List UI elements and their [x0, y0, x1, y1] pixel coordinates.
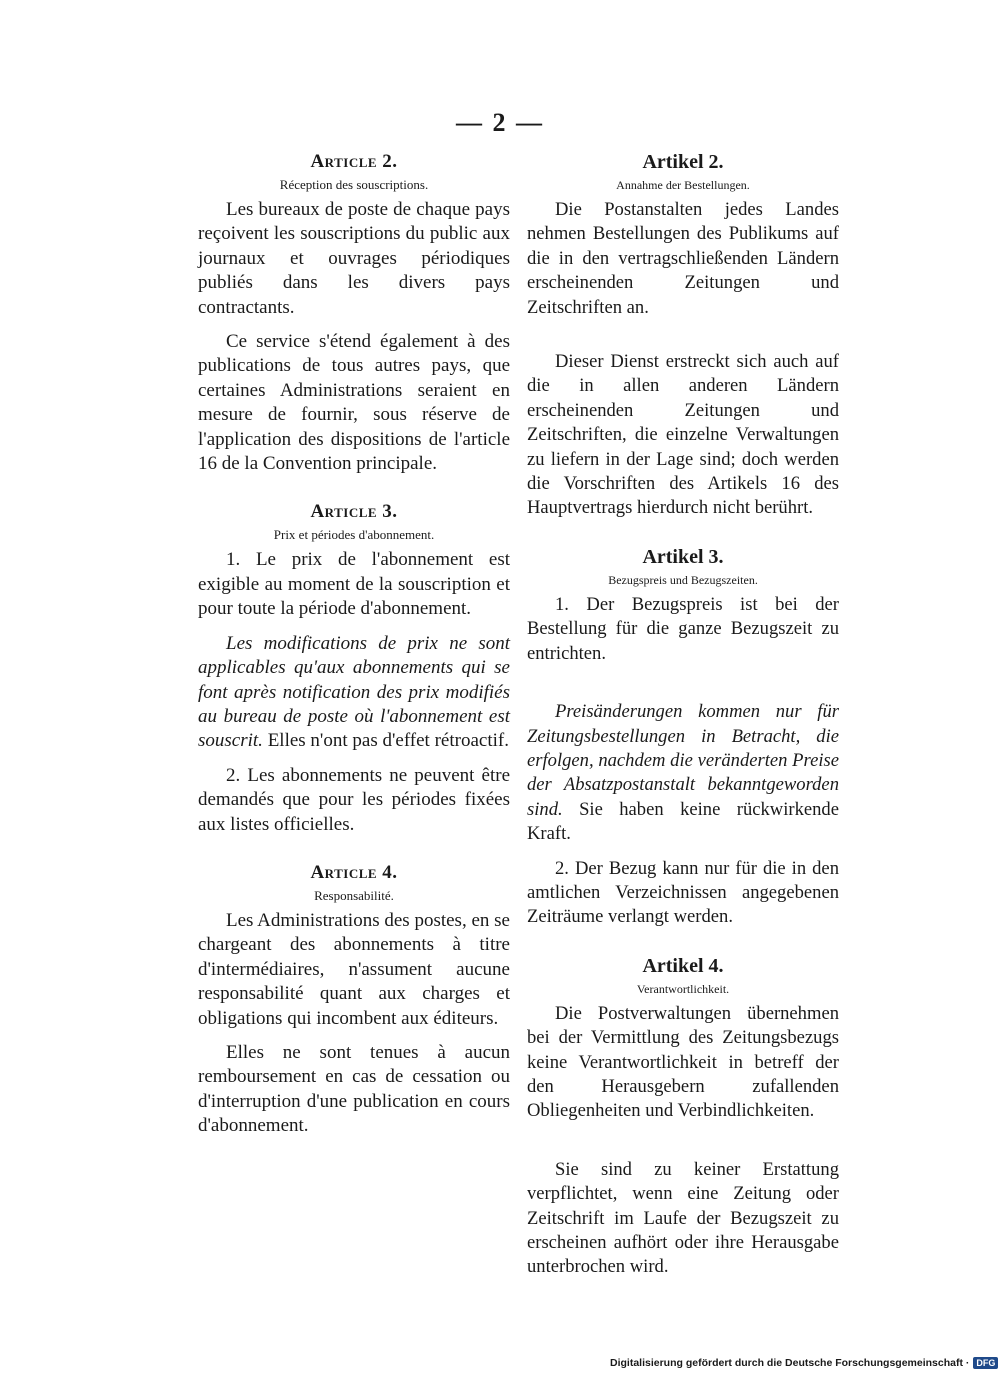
article-3-de — [527, 545, 839, 930]
paragraph: Dieser Dienst erstreckt sich auch auf die in allen anderen Ländern erscheinenden Zeitungen und Zeitschriften, die einzelne Verwaltungen zu liefern in der Lage sind; doch werden die Vorschriften des Artikels 16 des Hauptvertrags hierdurch nicht berührt. — [527, 351, 839, 519]
article-4-fr — [198, 861, 510, 1139]
article-heading: Artikel 2. — [642, 151, 724, 173]
footer-text: Digitalisierung gefördert durch die Deutsche Forschungsgemeinschaft · — [610, 1357, 970, 1369]
paragraph: Sie sind zu keiner Erstattung verpflichtet, wenn eine Zeitung oder Zeitschrift im Laufe der Bezugszeit zu erscheinen aufhört oder ihre Herausgabe unterbrochen wird. — [527, 1158, 839, 1278]
article-2-fr — [198, 150, 510, 476]
article-subtitle: Réception des souscriptions. — [279, 177, 429, 192]
article-subtitle: Bezugspreis und Bezugszeiten. — [608, 572, 758, 587]
plain-text: Sie haben keine rückwirkende Kraft. — [527, 798, 839, 845]
article-4-de — [527, 954, 839, 1280]
paragraph: 1. Der Bezugspreis ist bei der Bestellung für die ganze Bezugszeit zu entrichten. — [527, 593, 839, 664]
digitization-footer — [610, 1357, 998, 1369]
paragraph: Elles ne sont tenues à aucun remboursement en cas de cessation ou d'interruption d'une publication en cours d'abonnement. — [198, 1041, 510, 1137]
french-column — [198, 150, 510, 1139]
article-heading: Article 4. — [310, 861, 398, 883]
dfg-logo-icon: DFG — [973, 1357, 998, 1369]
plain-text: Elles n'ont pas d'effet rétroactif. — [262, 730, 509, 752]
italic-text: Les modifications de prix ne sont applicables qu'aux abonnements qui se font après notification des prix modifiés au bureau de poste où l'abonnement est souscrit. — [198, 632, 510, 752]
paragraph — [198, 632, 510, 754]
paragraph: Ce service s'étend également à des publications de tous autres pays, que certaines Administrations seraient en mesure de fournir, sous réserve de l'application des dispositions de l'article 16 de la Convention principale. — [198, 331, 510, 475]
article-3-fr — [198, 500, 510, 836]
paragraph: 1. Le prix de l'abonnement est exigible au moment de la souscription et pour toute la période d'abonnement. — [198, 549, 510, 620]
article-subtitle: Annahme der Bestellungen. — [616, 178, 750, 192]
italic-text: Preisänderungen kommen nur für Zeitungsbestellungen in Betracht, die erfolgen, nachdem die veränderten Preise der Absatzpostanstalt bekanntgeworden sind. — [527, 701, 839, 820]
article-heading: Artikel 3. — [642, 545, 724, 568]
paragraph: 2. Les abonnements ne peuvent être demandés que pour les périodes fixées aux listes officielles. — [198, 764, 510, 835]
paragraph: Die Postanstalten jedes Landes nehmen Bestellungen des Publikums auf die in den vertragschließenden Ländern erscheinenden Zeitungen und Zeitschriften an. — [527, 199, 839, 318]
german-column — [527, 150, 839, 1280]
article-subtitle: Verantwortlichkeit. — [636, 981, 730, 996]
paragraph — [527, 700, 839, 846]
article-subtitle: Responsabilité. — [314, 887, 394, 903]
article-subtitle: Prix et périodes d'abonnement. — [273, 527, 435, 543]
page-number: — 2 — — [456, 108, 544, 137]
paragraph: Die Postverwaltungen übernehmen bei der Vermittlung des Zeitungsbezugs keine Verantwortlichkeit in betreff der den Herausgebern zufallenden Obliegenheiten und Verbindlichkeiten. — [527, 1002, 839, 1122]
article-heading: Artikel 4. — [642, 954, 724, 977]
paragraph: Les Administrations des postes, en se chargeant des abonnements à titre d'intermédiaires, n'assument aucune responsabilité quant aux charges et obligations qui incombent aux éditeurs. — [198, 909, 510, 1029]
paragraph: 2. Der Bezug kann nur für die in den amtlichen Verzeichnissen angegebenen Zeiträume verlangt werden. — [527, 857, 839, 928]
paragraph: Les bureaux de poste de chaque pays reçoivent les souscriptions du public aux journaux et ouvrages périodiques publiés dans les divers pays contractants. — [198, 199, 510, 318]
article-heading: Article 2. — [310, 151, 398, 172]
article-2-de — [527, 150, 839, 521]
article-heading: Article 3. — [310, 501, 398, 523]
